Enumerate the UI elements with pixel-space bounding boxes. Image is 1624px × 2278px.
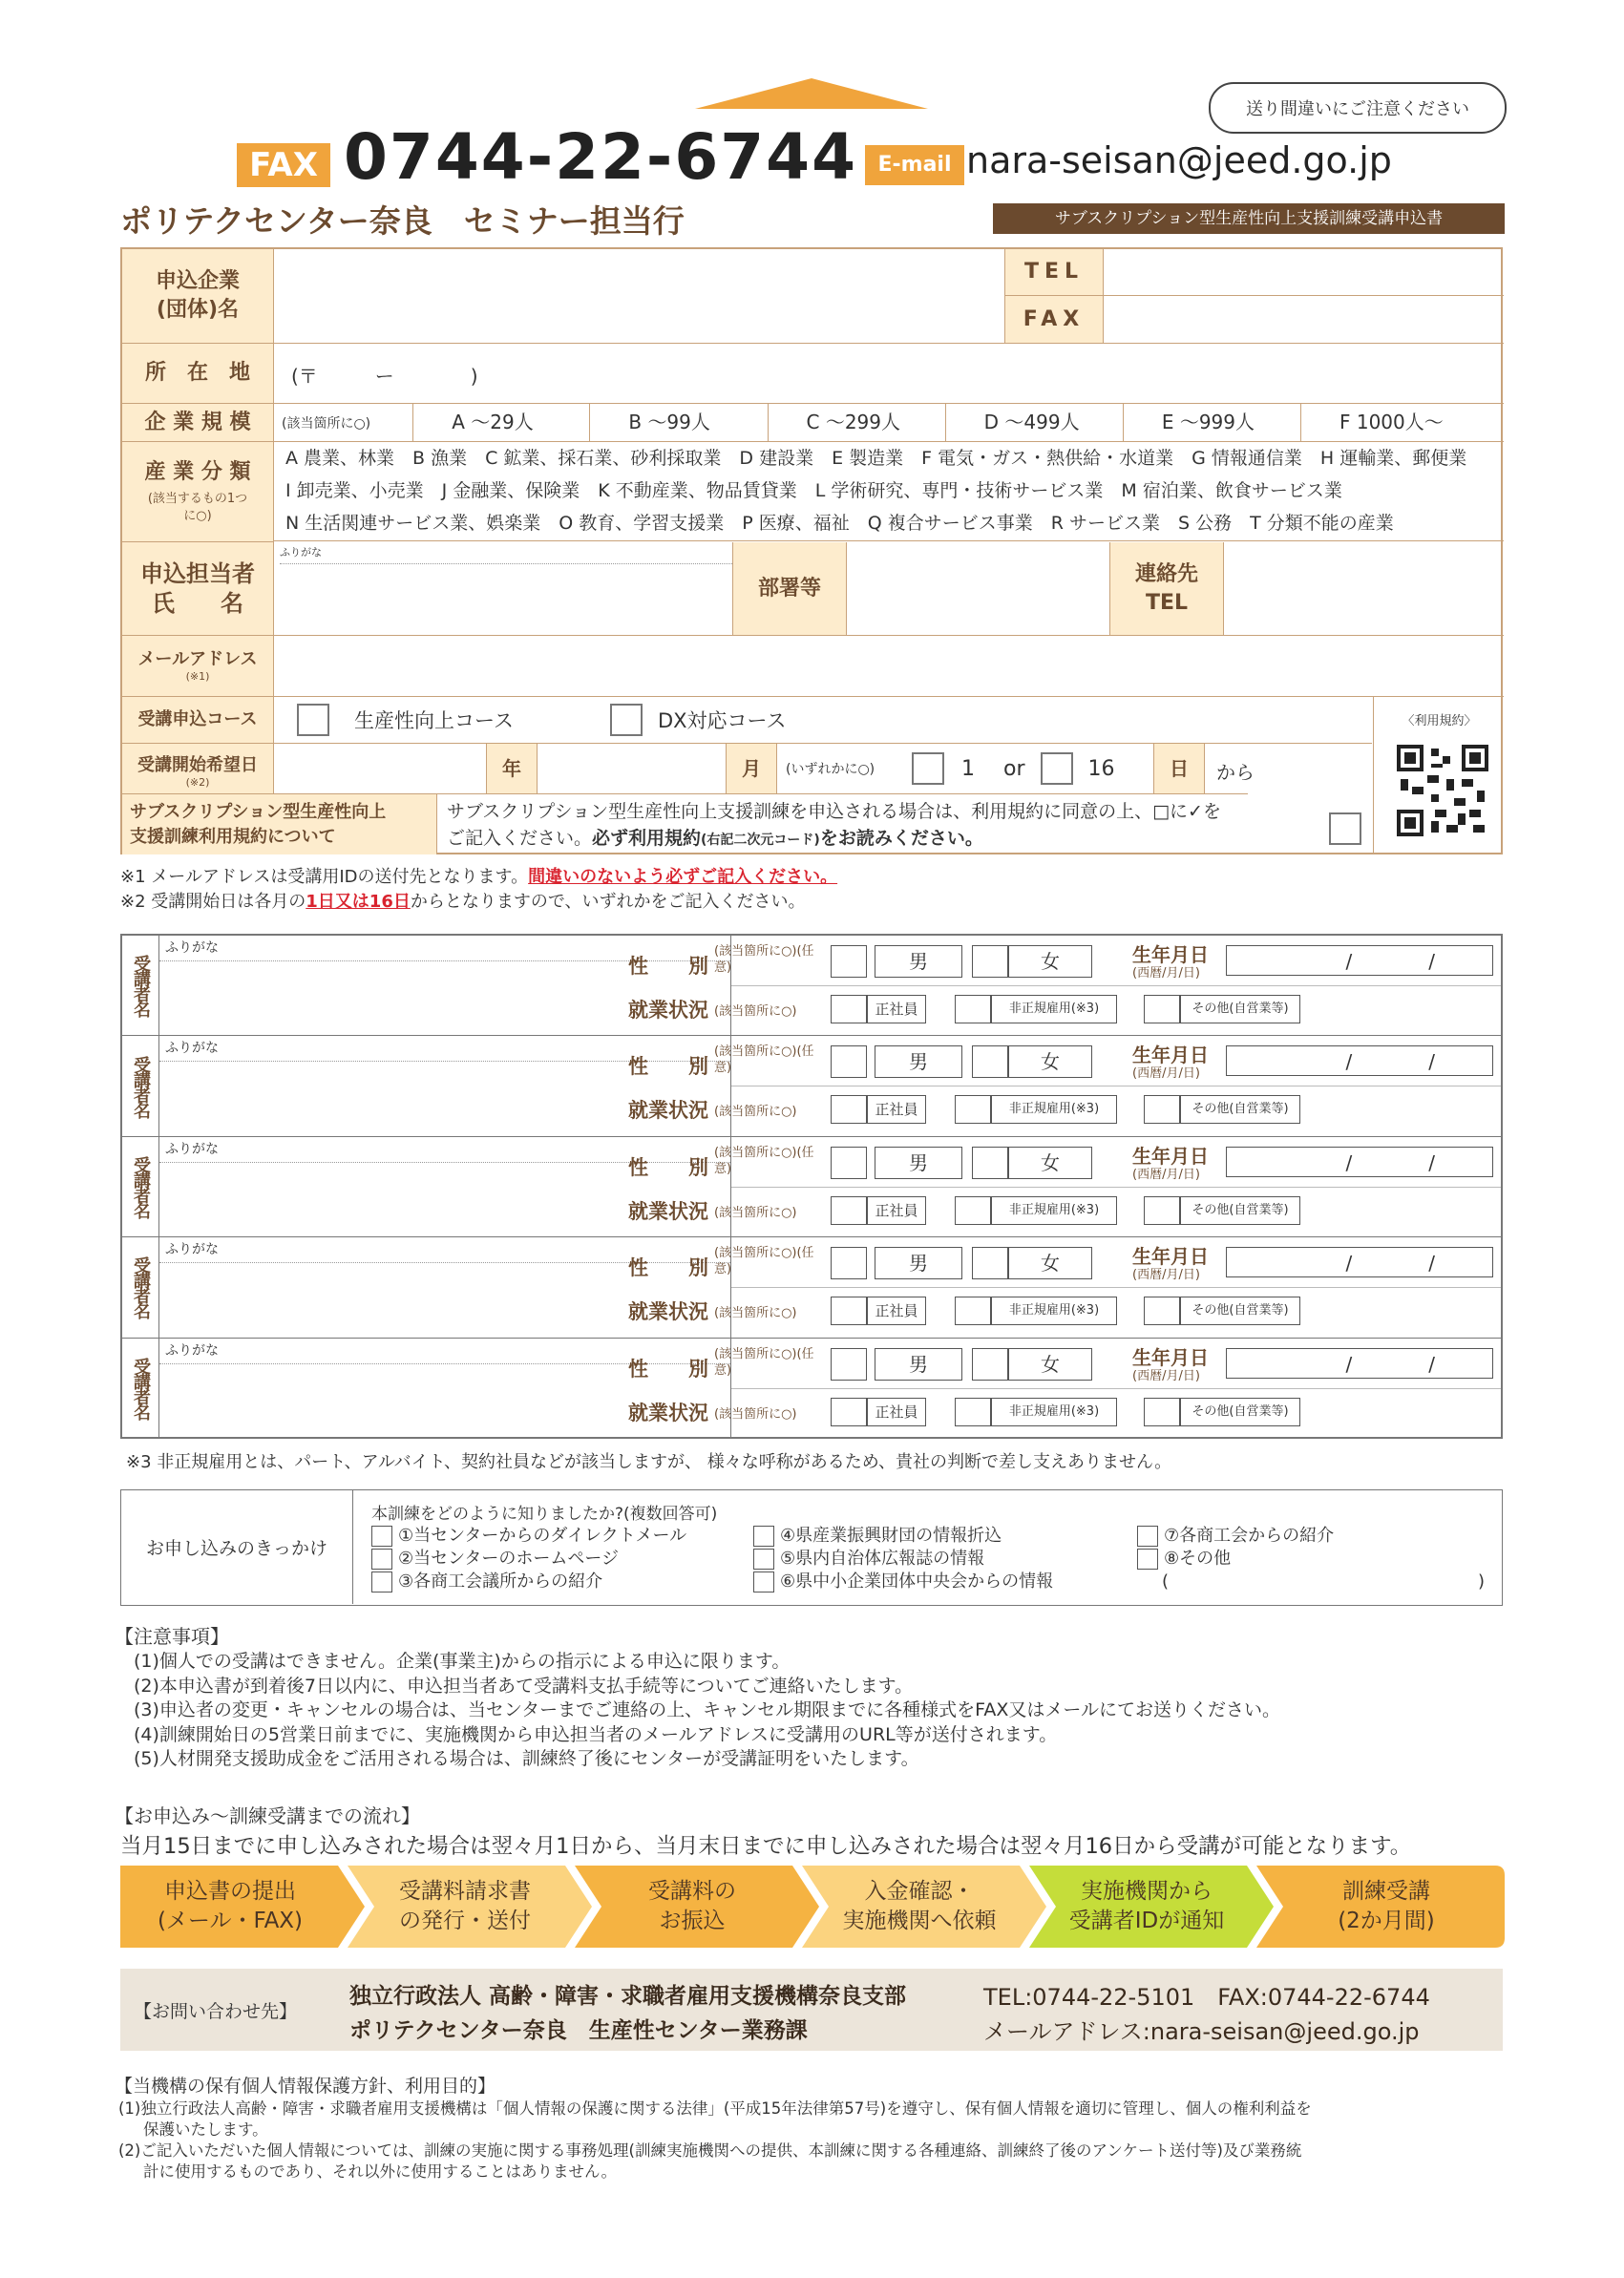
survey-option-2[interactable]: ②当センターのホームページ bbox=[371, 1548, 686, 1571]
trainee-table bbox=[120, 934, 1503, 1439]
male-box[interactable] bbox=[831, 1147, 867, 1179]
trainee-row bbox=[122, 936, 1501, 1036]
start-year-input[interactable] bbox=[274, 744, 486, 794]
flow-step-5: 実施機関から 受講者IDが通知 bbox=[1068, 1879, 1225, 1933]
gender-note: (該当箇所に○)(任意) bbox=[714, 1145, 814, 1176]
emp1-label: 正社員 bbox=[867, 1095, 926, 1124]
emp1-box[interactable] bbox=[831, 1095, 867, 1124]
emp2-label: 非正規雇用(※3) bbox=[991, 995, 1117, 1023]
cautions-title: 【注意事項】 bbox=[115, 1625, 229, 1648]
survey-col-2 bbox=[753, 1525, 1053, 1593]
survey-option-3[interactable]: ③各商工会議所からの紹介 bbox=[371, 1571, 686, 1593]
trainee-label: 受講者名 bbox=[122, 1339, 159, 1439]
emp2-label: 非正規雇用(※3) bbox=[991, 1297, 1117, 1325]
caution-1: (1)個人での受講はできません。企業(事業主)からの指示による申込に限ります。 bbox=[134, 1651, 791, 1672]
emp2-box[interactable] bbox=[955, 1297, 991, 1325]
contact-furigana: ふりがな bbox=[280, 546, 322, 559]
dob-note: (西暦/月/日) bbox=[1132, 1167, 1200, 1182]
female-label: 女 bbox=[1008, 1348, 1092, 1381]
qr-area bbox=[1373, 697, 1505, 854]
contact-tel-input[interactable] bbox=[1223, 542, 1504, 636]
note-2: ※2 受講開始日は各月の1日又は16日からとなりますので、いずれかをご記入ください。 bbox=[120, 892, 806, 912]
trainee-label: 受講者名 bbox=[122, 1137, 159, 1236]
start-note: (※2) bbox=[185, 776, 210, 789]
gender-title: 性 別 bbox=[628, 955, 708, 978]
gender-note: (該当箇所に○)(任意) bbox=[714, 1346, 814, 1378]
terms-line1: サブスクリプション型生産性向上支援訓練を申込される場合は、利用規約に同意の上、□に✓を bbox=[447, 801, 1221, 822]
caution-3: (3)申込者の変更・キャンセルの場合は、当センターまでご連絡の上、キャンセル期限までに各種様式をFAX又はメールにてお送りください。 bbox=[134, 1699, 1280, 1720]
female-box[interactable] bbox=[972, 1247, 1008, 1279]
emp-note: (該当箇所に○) bbox=[714, 1004, 797, 1019]
flow-lead: 当月15日までに申し込みされた場合は翌々月1日から、当月末日までに申し込みされた場合は翌々月16日から受講が可能となります。 bbox=[120, 1834, 1412, 1859]
emp3-label: その他(自営業等) bbox=[1180, 1398, 1300, 1426]
company-input[interactable] bbox=[273, 249, 1125, 344]
industry-label bbox=[122, 442, 274, 542]
industry-row-3: N 生活関連サービス業、娯楽業 O 教育、学習支援業 P 医療、福祉 Q 複合サービス事業 R サービス業 S 公務 T 分類不能の産業 bbox=[285, 513, 1394, 534]
emp-note: (該当箇所に○) bbox=[714, 1406, 797, 1422]
trainee-label: 受講者名 bbox=[122, 936, 159, 1035]
terms-label: サブスクリプション型生産性向上 支援訓練利用規約について bbox=[122, 794, 437, 854]
dob-note: (西暦/月/日) bbox=[1132, 1268, 1200, 1283]
male-label: 男 bbox=[875, 1045, 962, 1078]
emp-note: (該当箇所に○) bbox=[714, 1205, 797, 1220]
contact-mail[interactable]: メールアドレス:nara-seisan@jeed.go.jp bbox=[983, 2018, 1420, 2045]
privacy-p1a: (1)独立行政法人高齢・障害・求職者雇用支援機構は「個人情報の保護に関する法律」(平成15年法律第57号)を遵守し、保有個人情報を適切に管理し、個人の権利利益を bbox=[118, 2099, 1312, 2118]
dob-input[interactable]: / / bbox=[1226, 1147, 1493, 1177]
year-label: 年 bbox=[486, 744, 538, 794]
mail-label bbox=[122, 636, 274, 697]
emp1-box[interactable] bbox=[831, 1196, 867, 1225]
female-label: 女 bbox=[1008, 1045, 1092, 1078]
male-box[interactable] bbox=[831, 1045, 867, 1078]
postal-code: (〒 ー ) bbox=[291, 365, 478, 388]
dept-input[interactable] bbox=[846, 542, 1117, 636]
emp-note: (該当箇所に○) bbox=[714, 1105, 797, 1120]
size-f[interactable]: F 1000人～ bbox=[1300, 404, 1504, 441]
emp3-label: その他(自営業等) bbox=[1180, 1196, 1300, 1225]
flow-step-2: 受講料請求書 の発行・送付 bbox=[399, 1879, 531, 1933]
emp1-box[interactable] bbox=[831, 995, 867, 1023]
female-label: 女 bbox=[1008, 1147, 1092, 1179]
female-label: 女 bbox=[1008, 1247, 1092, 1279]
dob-input[interactable]: / / bbox=[1226, 1045, 1493, 1076]
industry-options[interactable] bbox=[274, 442, 1504, 541]
size-d[interactable]: D ～499人 bbox=[945, 404, 1123, 441]
flow-step-6: 訓練受講 (2か月間) bbox=[1338, 1879, 1435, 1933]
note-1: ※1 メールアドレスは受講用IDの送付先となります。間違いのないよう必ずご記入ください。 bbox=[120, 867, 838, 887]
mail-title: メールアドレス bbox=[137, 649, 258, 669]
privacy-text bbox=[118, 2099, 1512, 2183]
dob-input[interactable]: / / bbox=[1226, 945, 1493, 976]
trainee-furigana: ふりがな bbox=[165, 1342, 219, 1359]
note-3: ※3 非正規雇用とは、パート、アルバイト、契約社員などが該当しますが、 様々な呼称があるため、貴社の判断で差し支えありません。 bbox=[126, 1452, 1172, 1472]
caution-5: (5)人材開発支援助成金をご活用される場合は、訓練終了後にセンターが受講証明をいたします。 bbox=[134, 1748, 919, 1769]
day1-label: 1 bbox=[961, 756, 975, 781]
male-label: 男 bbox=[875, 945, 962, 978]
emp-title: 就業状況 bbox=[628, 1199, 708, 1223]
flow-step-3: 受講料の お振込 bbox=[648, 1879, 736, 1933]
dob-note: (西暦/月/日) bbox=[1132, 966, 1200, 981]
size-c[interactable]: C ～299人 bbox=[768, 404, 945, 441]
emp3-box[interactable] bbox=[1144, 1297, 1180, 1325]
recipient-title: ポリテクセンター奈良 セミナー担当行 bbox=[120, 202, 685, 240]
dob-input[interactable]: / / bbox=[1226, 1247, 1493, 1277]
emp2-label: 非正規雇用(※3) bbox=[991, 1196, 1117, 1225]
start-month-input[interactable] bbox=[537, 744, 749, 794]
dob-title: 生年月日 bbox=[1132, 1245, 1209, 1269]
emp2-box[interactable] bbox=[955, 1196, 991, 1225]
from-label: から bbox=[1216, 761, 1255, 784]
caution-4: (4)訓練開始日の5営業日前までに、実施機関から申込担当者のメールアドレスに受講用のURL等が送付されます。 bbox=[134, 1723, 1058, 1745]
survey-option-6[interactable]: ⑥県中小企業団体中央会からの情報 bbox=[753, 1571, 1053, 1593]
survey-option-5[interactable]: ⑤県内自治体広報誌の情報 bbox=[753, 1548, 1053, 1571]
tel-input[interactable] bbox=[1103, 249, 1504, 296]
or-label: or bbox=[1003, 756, 1025, 781]
survey-question: 本訓練をどのように知りましたか?(複数回答可) bbox=[371, 1505, 718, 1524]
survey-option-7[interactable]: ⑦各商工会からの紹介 bbox=[1137, 1525, 1485, 1548]
industry-title: 産 業 分 類 bbox=[144, 460, 251, 484]
industry-note: (該当するもの1つに○) bbox=[147, 492, 248, 523]
company-label: 申込企業 (団体)名 bbox=[122, 249, 274, 344]
mail-note: (※1) bbox=[185, 670, 210, 683]
emp1-label: 正社員 bbox=[867, 1196, 926, 1225]
industry-row-1: A 農業、林業 B 漁業 C 鉱業、採石業、砂利採取業 D 建設業 E 製造業 F 電気・ガス・熱供給・水道業 G 情報通信業 H 運輸業、郵便業 bbox=[285, 448, 1467, 469]
emp3-label: その他(自営業等) bbox=[1180, 995, 1300, 1023]
trainee-label: 受講者名 bbox=[122, 1237, 159, 1337]
dept-label: 部署等 bbox=[732, 542, 847, 636]
emp3-box[interactable] bbox=[1144, 1398, 1180, 1426]
fax-badge: FAX bbox=[237, 143, 330, 187]
dob-title: 生年月日 bbox=[1132, 943, 1209, 966]
emp2-box[interactable] bbox=[955, 1095, 991, 1124]
emp1-label: 正社員 bbox=[867, 995, 926, 1023]
survey-other-input[interactable]: ( ) bbox=[1162, 1571, 1486, 1592]
privacy-p1b: 保護いたします。 bbox=[143, 2120, 268, 2139]
dob-title: 生年月日 bbox=[1132, 1144, 1209, 1168]
survey-col-3 bbox=[1137, 1525, 1485, 1593]
day16-label: 16 bbox=[1087, 756, 1115, 781]
survey-option-1[interactable]: ①当センターからのダイレクトメール bbox=[371, 1525, 686, 1548]
day1-checkbox[interactable] bbox=[912, 752, 944, 785]
contact-tel: TEL:0744-22-5101 FAX:0744-22-6744 bbox=[983, 1984, 1430, 2011]
male-label: 男 bbox=[875, 1348, 962, 1381]
survey-option-4[interactable]: ④県産業振興財団の情報折込 bbox=[753, 1525, 1053, 1548]
female-box[interactable] bbox=[972, 1348, 1008, 1381]
industry-row-2: I 卸売業、小売業 J 金融業、保険業 K 不動産業、物品賃貸業 L 学術研究、専門・技術サービス業 M 宿泊業、飲食サービス業 bbox=[285, 480, 1342, 501]
survey-option-8[interactable]: ⑧その他 bbox=[1137, 1548, 1485, 1571]
contact-name-input[interactable] bbox=[274, 542, 732, 636]
male-box[interactable] bbox=[831, 945, 867, 978]
flow-step-4: 入金確認・ 実施機関へ依頼 bbox=[842, 1879, 997, 1933]
email-badge: E-mail bbox=[865, 145, 964, 185]
notice-pill bbox=[1209, 82, 1507, 134]
survey-box bbox=[120, 1489, 1503, 1606]
cautions-list bbox=[134, 1650, 1280, 1772]
terms-qr-label: 〈利用規約〉 bbox=[1402, 714, 1477, 728]
size-b[interactable]: B ～99人 bbox=[589, 404, 767, 441]
gender-title: 性 別 bbox=[628, 1055, 708, 1079]
emp1-label: 正社員 bbox=[867, 1398, 926, 1426]
emp1-box[interactable] bbox=[831, 1398, 867, 1426]
trainee-row bbox=[122, 1237, 1501, 1338]
dob-note: (西暦/月/日) bbox=[1132, 1368, 1200, 1383]
month-label: 月 bbox=[726, 744, 777, 794]
trainee-row bbox=[122, 1339, 1501, 1439]
emp-title: 就業状況 bbox=[628, 999, 708, 1022]
size-row bbox=[274, 404, 1504, 442]
emp3-label: その他(自営業等) bbox=[1180, 1095, 1300, 1124]
contact-label: 【お問い合わせ先】 bbox=[134, 2001, 298, 2022]
emp3-box[interactable] bbox=[1144, 1095, 1180, 1124]
emp3-box[interactable] bbox=[1144, 995, 1180, 1023]
size-a[interactable]: A ～29人 bbox=[412, 404, 589, 441]
female-box[interactable] bbox=[972, 1147, 1008, 1179]
gender-note: (該当箇所に○)(任意) bbox=[714, 944, 814, 975]
day-label: 日 bbox=[1153, 744, 1205, 794]
trainee-furigana: ふりがな bbox=[165, 1242, 219, 1258]
trainee-furigana: ふりがな bbox=[165, 1041, 219, 1057]
privacy-title: 【当機構の保有個人情報保護方針、利用目的】 bbox=[115, 2076, 496, 2097]
contact-box bbox=[120, 1969, 1503, 2051]
dob-title: 生年月日 bbox=[1132, 1345, 1209, 1369]
flow-title: 【お申込み～訓練受講までの流れ】 bbox=[115, 1804, 420, 1827]
flow-step-1: 申込書の提出 (メール・FAX) bbox=[157, 1879, 304, 1933]
male-box[interactable] bbox=[831, 1348, 867, 1381]
course-label: 受講申込コース bbox=[122, 697, 274, 744]
female-box[interactable] bbox=[972, 945, 1008, 978]
emp-title: 就業状況 bbox=[628, 1401, 708, 1424]
contact-tel-label: 連絡先 TEL bbox=[1109, 542, 1224, 636]
gender-title: 性 別 bbox=[628, 1357, 708, 1381]
tel-label: TEL bbox=[1004, 249, 1104, 296]
male-label: 男 bbox=[875, 1247, 962, 1279]
trainee-furigana: ふりがな bbox=[165, 1141, 219, 1157]
qr-code-icon[interactable] bbox=[1397, 745, 1488, 836]
form-title: サブスクリプション型生産性向上支援訓練受講申込書 bbox=[993, 203, 1505, 234]
trainee-row bbox=[122, 1137, 1501, 1237]
gender-title: 性 別 bbox=[628, 1155, 708, 1179]
emp1-box[interactable] bbox=[831, 1297, 867, 1325]
day16-checkbox[interactable] bbox=[1041, 752, 1073, 785]
size-label: 企 業 規 模 bbox=[122, 404, 274, 442]
fax-label: FAX bbox=[1004, 296, 1104, 344]
contact-label: 申込担当者 氏 名 bbox=[122, 542, 274, 636]
course-row bbox=[274, 697, 1372, 744]
top-triangle bbox=[695, 78, 928, 109]
email-address: nara-seisan@jeed.go.jp bbox=[966, 139, 1392, 181]
either-note: (いずれかに○) bbox=[786, 762, 875, 777]
course1-label: 生産性向上コース bbox=[354, 709, 514, 732]
female-label: 女 bbox=[1008, 945, 1092, 978]
survey-col-1 bbox=[371, 1525, 686, 1593]
size-e[interactable]: E ～999人 bbox=[1123, 404, 1300, 441]
emp-title: 就業状況 bbox=[628, 1099, 708, 1123]
privacy-p2a: (2)ご記入いただいた個人情報については、訓練の実施に関する事務処理(訓練実施機関への提供、本訓練に関する各種連絡、訓練終了後のアンケート送付等)及び業務統 bbox=[118, 2141, 1302, 2160]
trainee-furigana: ふりがな bbox=[165, 940, 219, 956]
emp2-box[interactable] bbox=[955, 1398, 991, 1426]
male-label: 男 bbox=[875, 1147, 962, 1179]
emp-title: 就業状況 bbox=[628, 1300, 708, 1324]
gender-note: (該当箇所に○)(任意) bbox=[714, 1044, 814, 1076]
dob-input[interactable]: / / bbox=[1226, 1348, 1493, 1379]
size-note: (該当箇所に○) bbox=[282, 415, 371, 432]
trainee-label: 受講者名 bbox=[122, 1036, 159, 1135]
terms-agree-checkbox[interactable] bbox=[1329, 812, 1361, 845]
emp1-label: 正社員 bbox=[867, 1297, 926, 1325]
caution-2: (2)本申込書が到着後7日以内に、申込担当者あて受講料支払手続等についてご連絡いたします。 bbox=[134, 1675, 914, 1697]
emp-note: (該当箇所に○) bbox=[714, 1306, 797, 1321]
male-box[interactable] bbox=[831, 1247, 867, 1279]
gender-note: (該当箇所に○)(任意) bbox=[714, 1246, 814, 1277]
emp3-box[interactable] bbox=[1144, 1196, 1180, 1225]
terms-text bbox=[447, 798, 1325, 854]
dob-title: 生年月日 bbox=[1132, 1044, 1209, 1067]
course1-checkbox[interactable] bbox=[297, 704, 329, 736]
contact-org-1: 独立行政法人 高齢・障害・求職者雇用支援機構奈良支部 bbox=[349, 1984, 907, 2009]
emp2-label: 非正規雇用(※3) bbox=[991, 1095, 1117, 1124]
trainee-row bbox=[122, 1036, 1501, 1136]
female-box[interactable] bbox=[972, 1045, 1008, 1078]
emp2-box[interactable] bbox=[955, 995, 991, 1023]
fax-number: 0744-22-6744 bbox=[344, 120, 858, 194]
contact-org-2: ポリテクセンター奈良 生産性センター業務課 bbox=[349, 2018, 808, 2043]
course2-checkbox[interactable] bbox=[610, 704, 643, 736]
notice-text: 送り間違いにご注意ください bbox=[1246, 99, 1469, 119]
survey-label: お申し込みのきっかけ bbox=[121, 1490, 353, 1604]
emp3-label: その他(自営業等) bbox=[1180, 1297, 1300, 1325]
fax-input[interactable] bbox=[1103, 296, 1504, 344]
mail-input[interactable] bbox=[274, 636, 1504, 697]
application-form bbox=[120, 247, 1503, 854]
start-label bbox=[122, 744, 274, 794]
course2-label: DX対応コース bbox=[658, 709, 787, 732]
start-title: 受講開始希望日 bbox=[137, 755, 258, 775]
address-label: 所 在 地 bbox=[122, 344, 274, 404]
gender-title: 性 別 bbox=[628, 1256, 708, 1280]
emp2-label: 非正規雇用(※3) bbox=[991, 1398, 1117, 1426]
privacy-p2b: 計に使用するものであり、それ以外に使用することはありません。 bbox=[143, 2162, 617, 2181]
dob-note: (西暦/月/日) bbox=[1132, 1066, 1200, 1082]
terms-line2: ご記入ください。必ず利用規約(右記二次元コード)をお読みください。 bbox=[447, 828, 983, 849]
address-input[interactable] bbox=[274, 344, 1504, 404]
